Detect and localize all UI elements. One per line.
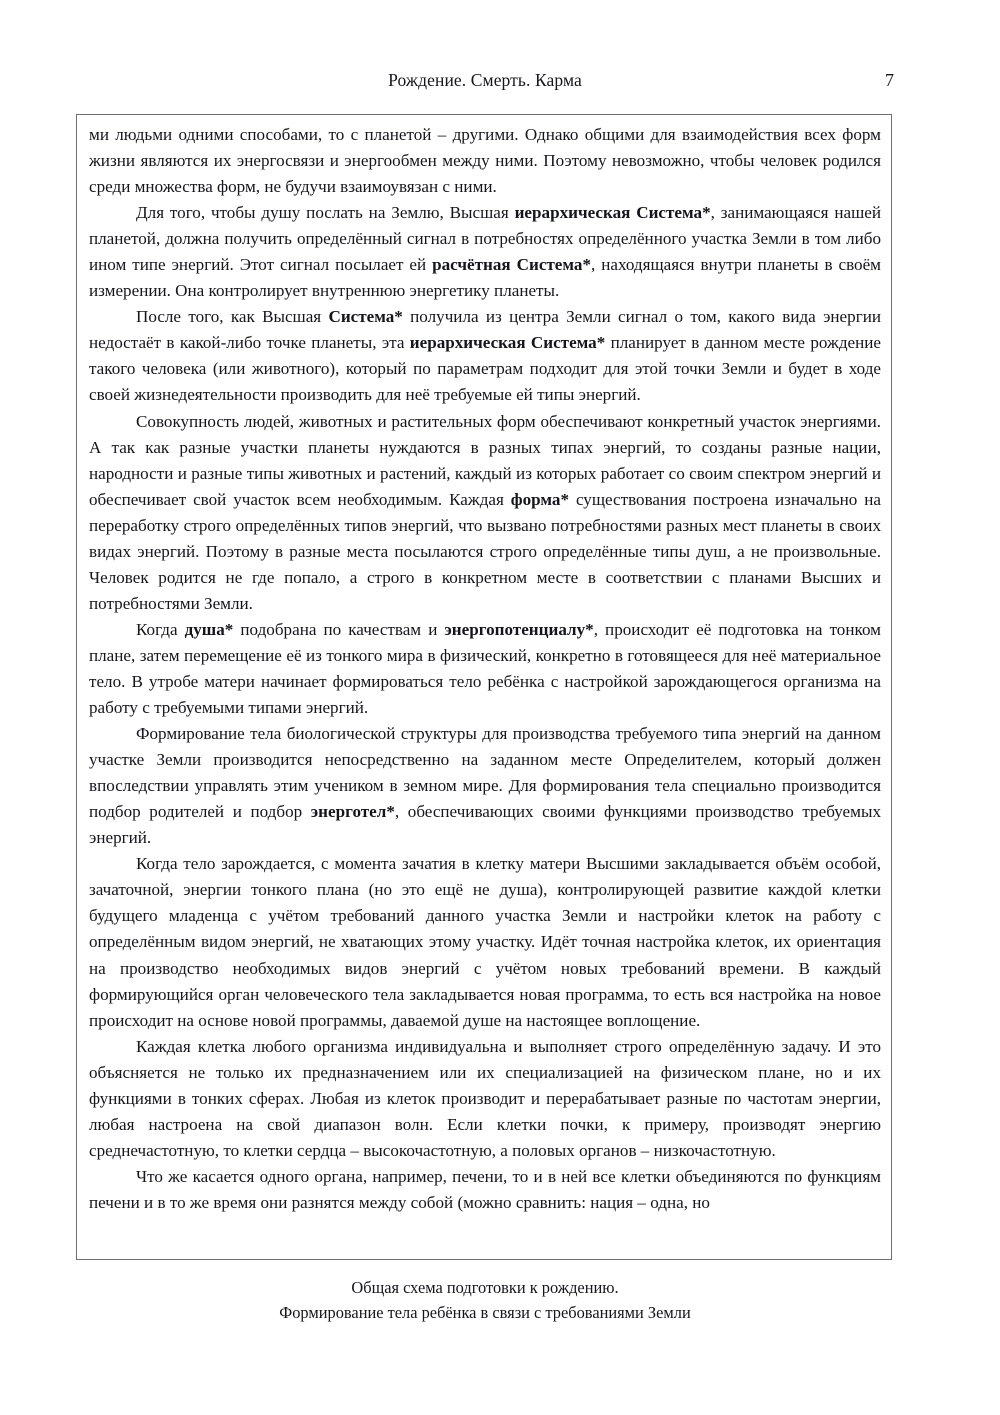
paragraph: [89, 721, 881, 851]
text-run: Что же касается одного органа, например, печени, то и в ней все клетки объединяются по функциям печени и в то же время они разнятся между собой (можно сравнить: нация – одна, но: [89, 1166, 881, 1212]
glossary-term: Система*: [328, 307, 403, 327]
text-run: , обеспечивающих своими функциями производство требуемых энергий.: [89, 802, 881, 848]
text-run: , занимающаяся нашей планетой, должна получить определённый сигнал в потребностях определённого участка Земли в том либо ином типе энергий. Этот сигнал посылает ей: [89, 203, 881, 275]
paragraph: [89, 1034, 881, 1164]
running-head-title: Рождение. Смерть. Карма: [388, 70, 582, 90]
text-run: Совокупность людей, животных и растительных форм обеспечивают конкретный участок энергиями. А так как разные участки планеты нуждаются в разных типах энергий, то созданы разные нации, народности и разные типы животных и растений, каждый из которых работает со своим спектром энергий и обеспечивает свой участок всем необходимым. Каждая: [89, 411, 881, 509]
text-run: , находящаяся внутри планеты в своём измерении. Она контролирует внутреннюю энергетику планеты.: [89, 255, 881, 301]
text-frame: [76, 114, 892, 1260]
caption-line-2: Формирование тела ребёнка в связи с требованиями Земли: [279, 1302, 691, 1322]
text-run: , происходит её подготовка на тонком плане, затем перемещение её из тонкого мира в физический, конкретно в готовящееся для неё материальное тело. В утробе матери начинает формироваться тело ребёнка с настройкой зарождающегося организма на работу с требуемыми типами энергий.: [89, 619, 881, 718]
figure-caption: [76, 1276, 894, 1325]
paragraph: [89, 122, 881, 200]
text-run: подобрана по качествам и: [233, 619, 445, 639]
text-run: получила из центра Земли сигнал о том, какого вида энергии недостаёт в какой-либо точке планеты, эта: [89, 307, 881, 353]
body-text-container: [89, 122, 881, 1216]
text-run: Для того, чтобы душу послать на Землю, Высшая: [136, 203, 515, 223]
paragraph: [89, 304, 881, 408]
text-run: После того, как Высшая: [136, 307, 329, 327]
glossary-term: энергопотенциалу*: [444, 619, 594, 639]
paragraph: [89, 617, 881, 721]
glossary-term: иерархическая Система*: [514, 203, 711, 223]
running-head: [76, 70, 894, 96]
glossary-term: душа*: [184, 619, 234, 639]
text-run: Формирование тела биологической структуры для производства требуемого типа энергий на данном участке Земли производится непосредственно на заданном месте Определителем, который должен впоследствии управлять этим учеником в земном мире. Для формирования тела специально производится подбор родителей и подбор: [89, 724, 881, 822]
paragraph: [89, 200, 881, 304]
paragraph: [89, 1164, 881, 1216]
text-run: существования построена изначально на переработку строго определённых типов энергий, что вызвано потребностями разных мест планеты в своих видах энергий. Поэтому в разные места посылаются строго определённые типы душ, а не произвольные. Человек родится не где попало, а строго в конкретном месте в соответствии с планами Высших и потребностями Земли.: [89, 489, 881, 613]
page-number: 7: [885, 70, 894, 90]
paragraph: [89, 851, 881, 1033]
text-run: Когда: [136, 619, 185, 639]
text-run: планирует в данном месте рождение такого человека (или животного), который по параметрам подходит для этой точки Земли и будет в ходе своей жизнедеятельности производить для неё требуемые ей типы энергий.: [89, 333, 881, 405]
text-run: Каждая клетка любого организма индивидуальна и выполняет строго определённую задачу. И это объясняется не только их предназначением или их специализацией на физическом плане, но и их функциями в тонких сферах. Любая из клеток производит и перерабатывает разные по частотам энергии, любая настроена на свой диапазон волн. Если клетки почки, к примеру, производят энергию среднечастотную, то клетки сердца – высокочастотную, а половых органов – низкочастотную.: [89, 1036, 881, 1160]
caption-line-1: Общая схема подготовки к рождению.: [351, 1278, 619, 1297]
glossary-term: иерархическая Система*: [409, 333, 606, 353]
text-run: Когда тело зарождается, с момента зачатия в клетку матери Высшими закладывается объём особой, зачаточной, энергии тонкого плана (но это ещё не душа), контролирующей развитие каждой клетки будущего младенца с учётом требований данного участка Земли и настройки клеток на работу с определённым видом энергий, не хватающих этому участку. Идёт точная настройка клеток, их ориентация на производство необходимых видов энергий с учётом новых требований времени. В каждый формирующийся орган человеческого тела закладывается новая программа, то есть вся настройка на новое происходит на основе новой программы, даваемой душе на настоящее воплощение.: [89, 854, 881, 1030]
glossary-term: энерготел*: [310, 802, 395, 822]
paragraph: [89, 409, 881, 617]
glossary-term: форма*: [510, 489, 570, 509]
text-run: ми людьми одними способами, то с планетой – другими. Однако общими для взаимодействия всех форм жизни являются их энергосвязи и энергообмен между ними. Поэтому невозможно, чтобы человек родился среди множества форм, не будучи взаимоувязан с ними.: [89, 125, 881, 197]
glossary-term: расчётная Система*: [432, 255, 592, 275]
